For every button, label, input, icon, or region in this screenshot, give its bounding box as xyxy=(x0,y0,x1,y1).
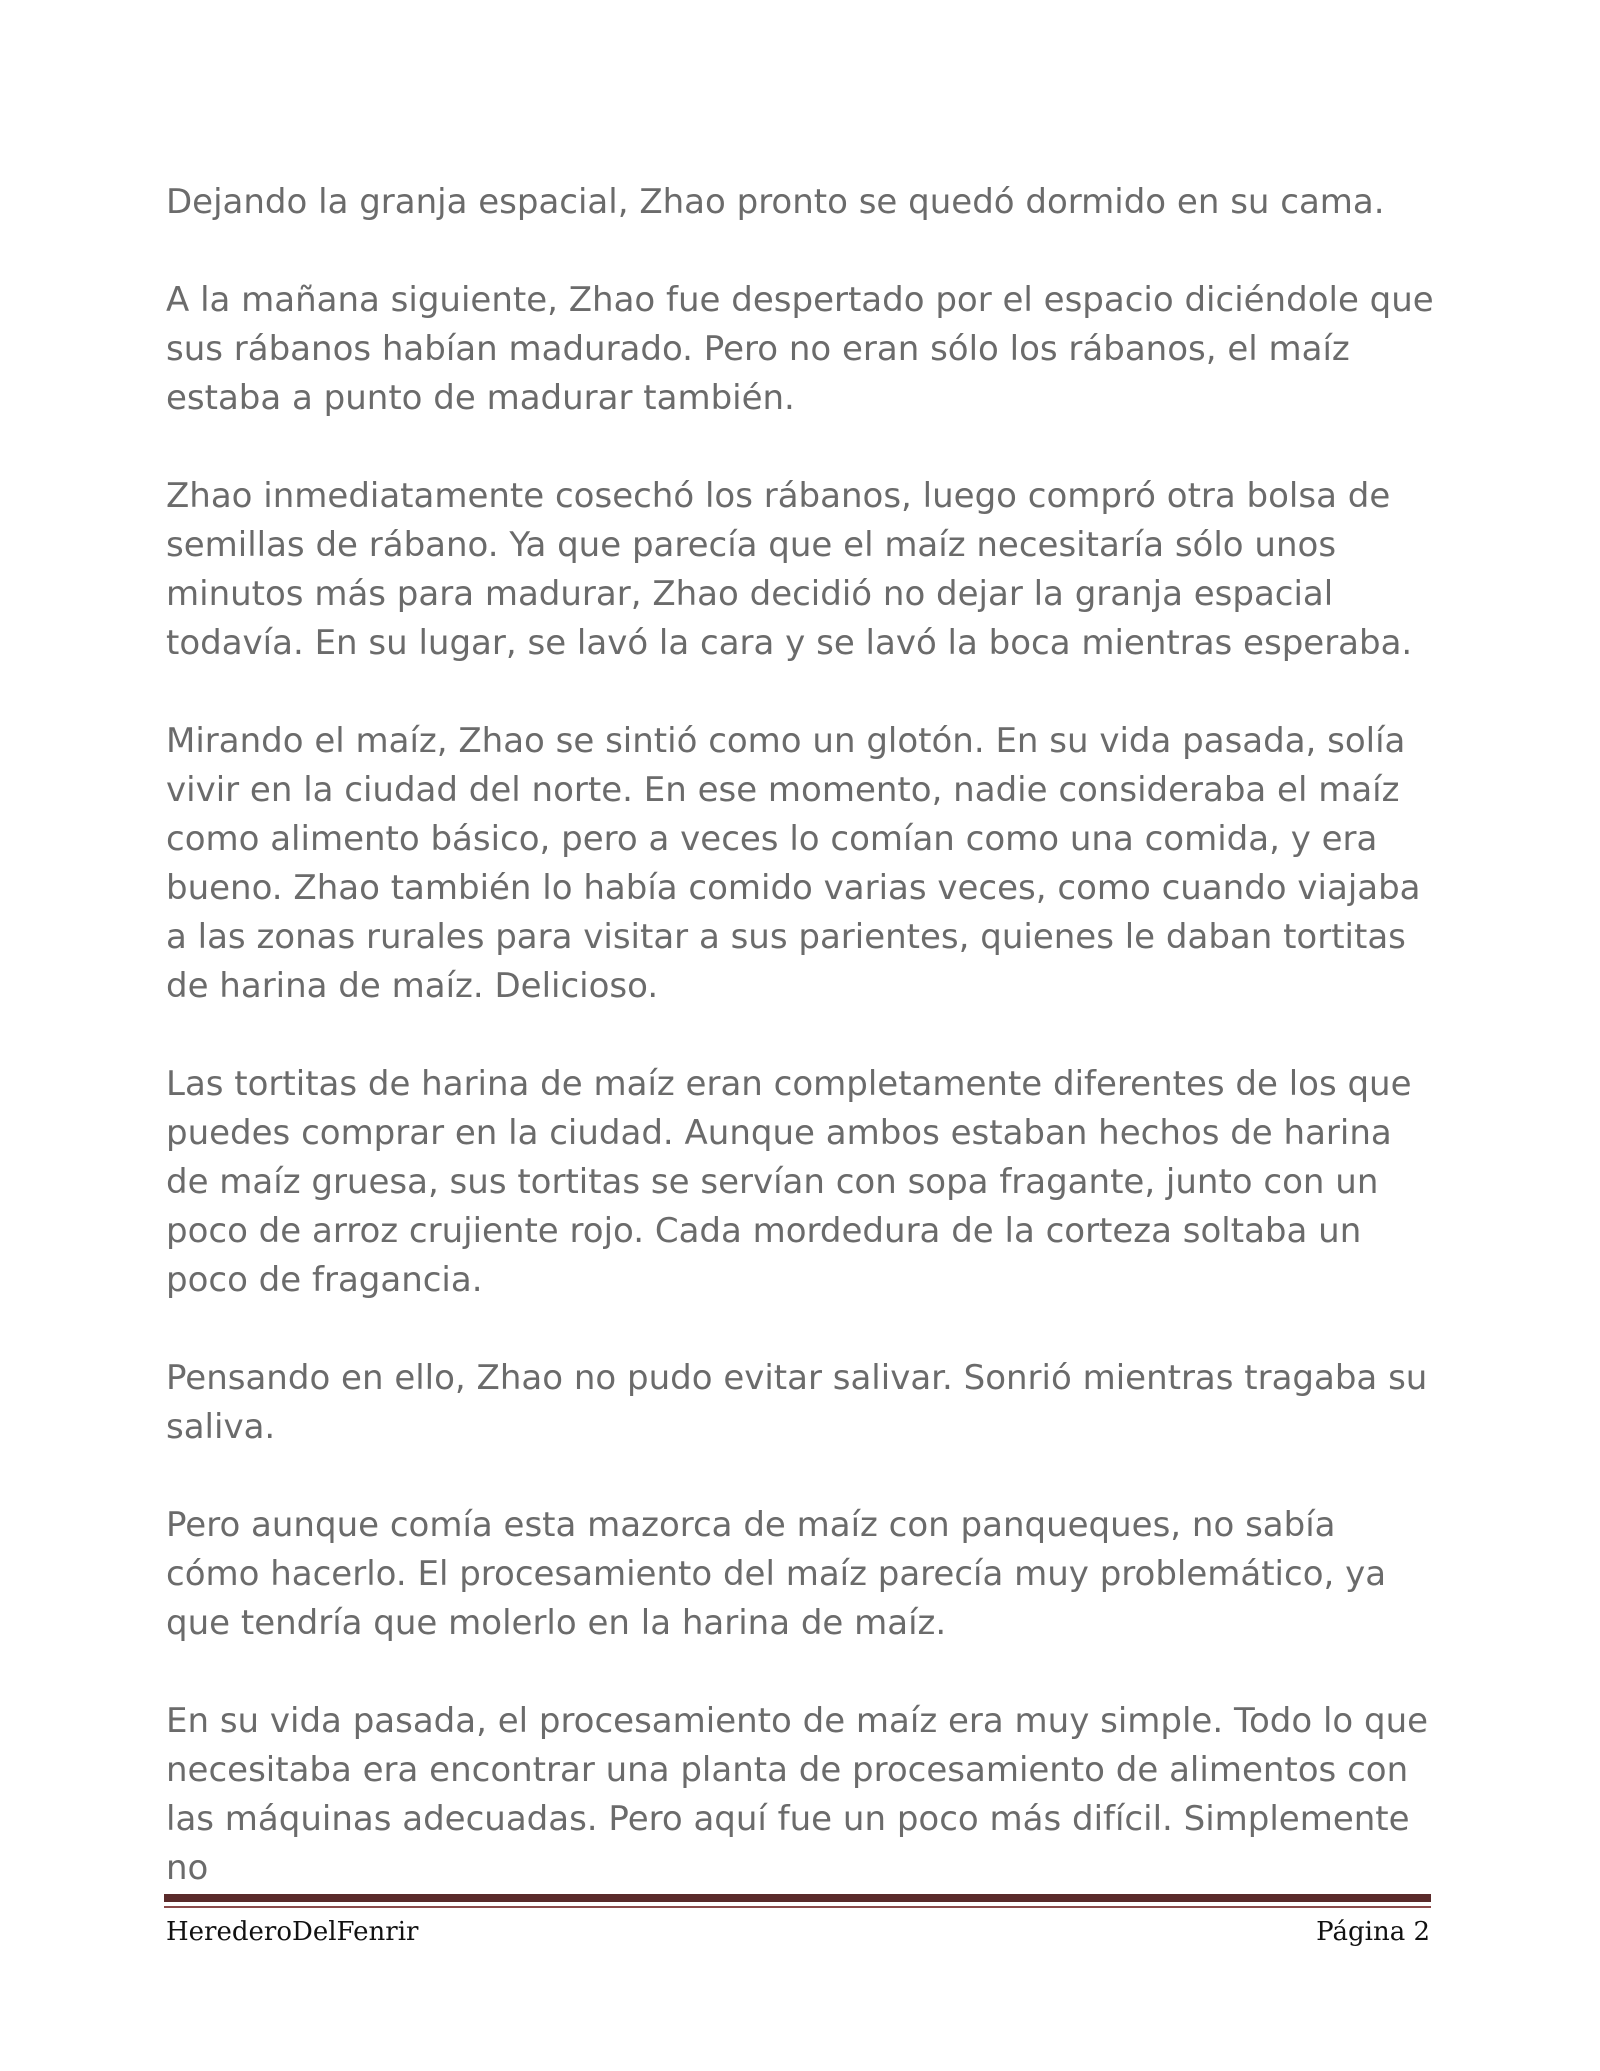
paragraph-7: Pero aunque comía esta mazorca de maíz con panqueques, no sabía cómo hacerlo. El procesamiento del maíz parecía muy problemático, ya que tendría que molerlo en la harina de maíz. xyxy=(166,1505,1387,1643)
paragraph-5: Las tortitas de harina de maíz eran completamente diferentes de los que puedes comprar en la ciudad. Aunque ambos estaban hechos de harina de maíz gruesa, sus tortitas se servían con sopa fragante, junto con un poco de arroz crujiente rojo. Cada mordedura de la corteza soltaba un poco de fragancia. xyxy=(166,1064,1412,1300)
paragraph-4: Mirando el maíz, Zhao se sintió como un glotón. En su vida pasada, solía vivir en la ciudad del norte. En ese momento, nadie consideraba el maíz como alimento básico, pero a veces lo comían como una comida, y era bueno. Zhao también lo había comido varias veces, como cuando viajaba a las zonas rurales para visitar a sus parientes, quienes le daban tortitas de harina de maíz. Delicioso. xyxy=(166,721,1421,1006)
footer-author: HerederoDelFenrir xyxy=(166,1917,419,1947)
footer-page-number: Página 2 xyxy=(1316,1917,1430,1947)
footer-rule-thin xyxy=(164,1906,1431,1908)
paragraph-3: Zhao inmediatamente cosechó los rábanos, luego compró otra bolsa de semillas de rábano. Ya que parecía que el maíz necesitaría sólo unos minutos más para madurar, Zhao decidió no dejar la granja espacial todavía. En su lugar, se lavó la cara y se lavó la boca mientras esperaba. xyxy=(166,476,1413,663)
paragraph-6: Pensando en ello, Zhao no pudo evitar salivar. Sonrió mientras tragaba su saliva. xyxy=(166,1358,1428,1447)
paragraph-1: Dejando la granja espacial, Zhao pronto se quedó dormido en su cama. xyxy=(166,182,1385,222)
paragraph-8: En su vida pasada, el procesamiento de maíz era muy simple. Todo lo que necesitaba era encontrar una planta de procesamiento de alimentos con las máquinas adecuadas. Pero aquí fue un poco más difícil. Simplemente no xyxy=(166,1701,1429,1888)
page-footer xyxy=(166,1912,1430,1952)
paragraph-2: A la mañana siguiente, Zhao fue despertado por el espacio diciéndole que sus rábanos habían madurado. Pero no eran sólo los rábanos, el maíz estaba a punto de madurar también. xyxy=(166,280,1434,418)
body-text xyxy=(166,178,1436,1893)
footer-rule-thick xyxy=(164,1894,1431,1902)
